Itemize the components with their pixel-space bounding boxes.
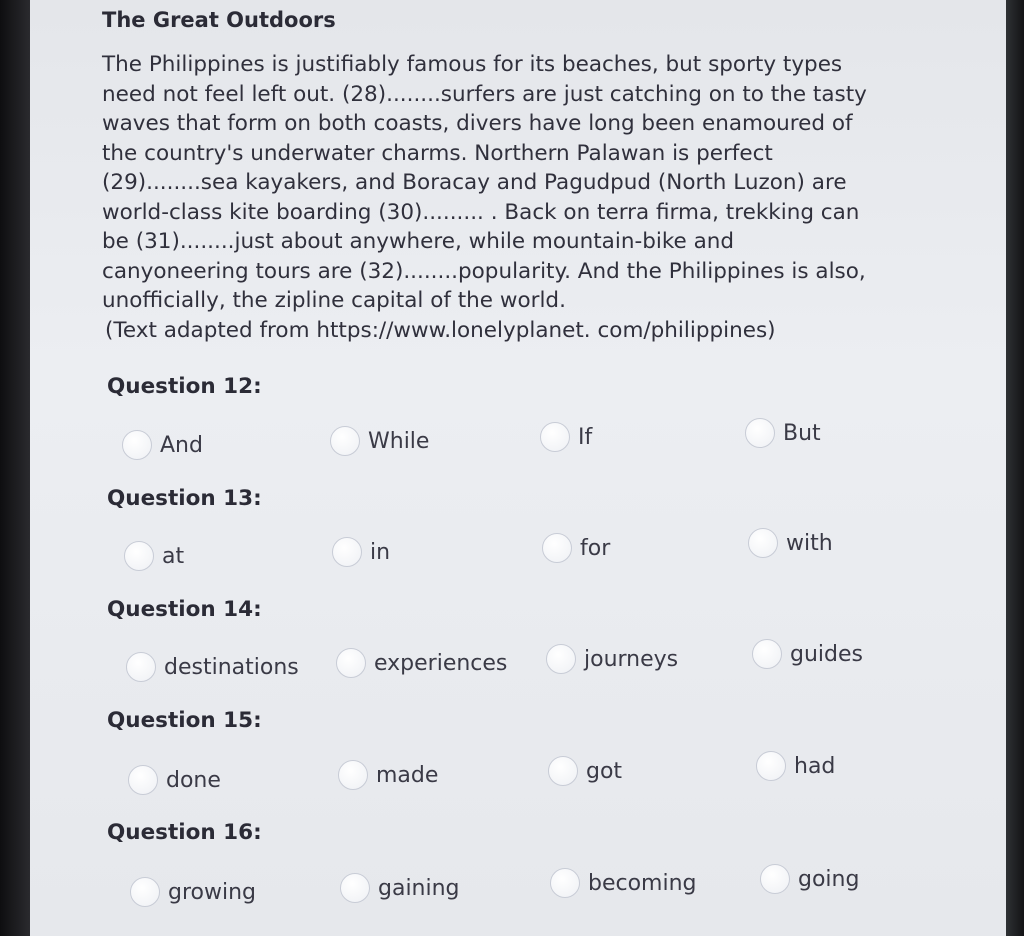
option-label: destinations (164, 654, 299, 680)
passage-line: waves that form on both coasts, divers have long been enamoured of (102, 111, 853, 136)
device-bezel-right (1006, 0, 1024, 936)
radio-button[interactable] (122, 430, 152, 460)
passage-line: The Philippines is justifiably famous for its beaches, but sporty types (102, 52, 843, 77)
q16-option-c[interactable] (550, 868, 697, 898)
passage-title: The Great Outdoors (102, 8, 336, 32)
radio-button[interactable] (332, 537, 362, 567)
q12-option-c[interactable] (540, 422, 592, 452)
option-label: And (160, 432, 203, 458)
q16-option-b[interactable] (340, 873, 460, 903)
radio-button[interactable] (128, 765, 158, 795)
option-label: gaining (378, 875, 460, 901)
radio-button[interactable] (745, 418, 775, 448)
radio-button[interactable] (130, 877, 160, 907)
question-12-label: Question 12: (107, 374, 262, 399)
radio-button[interactable] (540, 422, 570, 452)
passage-line: need not feel left out. (28)........surfers are just catching on to the tasty (102, 81, 867, 107)
q15-option-c[interactable] (548, 756, 622, 786)
q14-option-a[interactable] (126, 652, 299, 682)
radio-button[interactable] (340, 873, 370, 903)
radio-button[interactable] (546, 644, 576, 674)
option-label: If (578, 424, 593, 450)
radio-button[interactable] (760, 864, 790, 894)
radio-button[interactable] (542, 533, 572, 563)
q14-option-d[interactable] (752, 639, 863, 669)
screen (30, 0, 1006, 936)
q16-option-d[interactable] (760, 864, 859, 894)
q15-option-d[interactable] (756, 751, 835, 781)
q13-option-d[interactable] (748, 528, 833, 558)
passage-text (102, 50, 952, 316)
passage-line: world-class kite boarding (30)......... . Back on terra firma, trekking can (102, 199, 860, 225)
q13-option-a[interactable] (124, 541, 184, 571)
q15-option-b[interactable] (338, 760, 438, 790)
passage-line: be (31)........just about anywhere, while mountain-bike and (102, 229, 735, 254)
question-16-label: Question 16: (107, 820, 262, 845)
passage-line: the country's underwater charms. Northern Palawan is perfect (102, 140, 773, 166)
quiz-card (100, 0, 1006, 936)
passage-line: canyoneering tours are (32)........popularity. And the Philippines is also, (102, 258, 866, 284)
source-citation: (Text adapted from https://www.lonelyplanet. com/philippines) (105, 318, 776, 343)
option-label: had (794, 753, 836, 779)
radio-button[interactable] (336, 648, 366, 678)
radio-button[interactable] (752, 639, 782, 669)
option-label: experiences (374, 650, 508, 676)
passage-line: unofficially, the zipline capital of the world. (102, 288, 566, 313)
q12-option-b[interactable] (330, 426, 429, 456)
q16-option-a[interactable] (130, 877, 256, 907)
option-label: But (783, 420, 821, 446)
option-label: While (368, 428, 430, 454)
option-label: done (166, 767, 221, 793)
option-label: going (798, 866, 860, 892)
option-label: becoming (588, 870, 697, 896)
option-label: in (370, 539, 391, 565)
radio-button[interactable] (548, 756, 578, 786)
option-label: for (580, 535, 611, 561)
option-label: with (786, 530, 833, 556)
question-14-label: Question 14: (107, 597, 262, 622)
option-label: journeys (584, 646, 679, 672)
question-13-label: Question 13: (107, 486, 262, 511)
q13-option-b[interactable] (332, 537, 390, 567)
q14-option-c[interactable] (546, 644, 678, 674)
radio-button[interactable] (756, 751, 786, 781)
radio-button[interactable] (124, 541, 154, 571)
device-bezel-left (0, 0, 30, 936)
option-label: made (376, 762, 439, 788)
q12-option-a[interactable] (122, 430, 203, 460)
option-label: growing (168, 879, 256, 905)
option-label: guides (790, 641, 863, 667)
radio-button[interactable] (550, 868, 580, 898)
radio-button[interactable] (126, 652, 156, 682)
passage-line: (29)........sea kayakers, and Boracay and Pagudpud (North Luzon) are (102, 170, 847, 195)
option-label: got (586, 758, 623, 784)
question-15-label: Question 15: (107, 708, 262, 733)
radio-button[interactable] (338, 760, 368, 790)
q14-option-b[interactable] (336, 648, 507, 678)
q15-option-a[interactable] (128, 765, 221, 795)
q13-option-c[interactable] (542, 533, 610, 563)
option-label: at (162, 543, 185, 569)
q12-option-d[interactable] (745, 418, 821, 448)
radio-button[interactable] (330, 426, 360, 456)
radio-button[interactable] (748, 528, 778, 558)
